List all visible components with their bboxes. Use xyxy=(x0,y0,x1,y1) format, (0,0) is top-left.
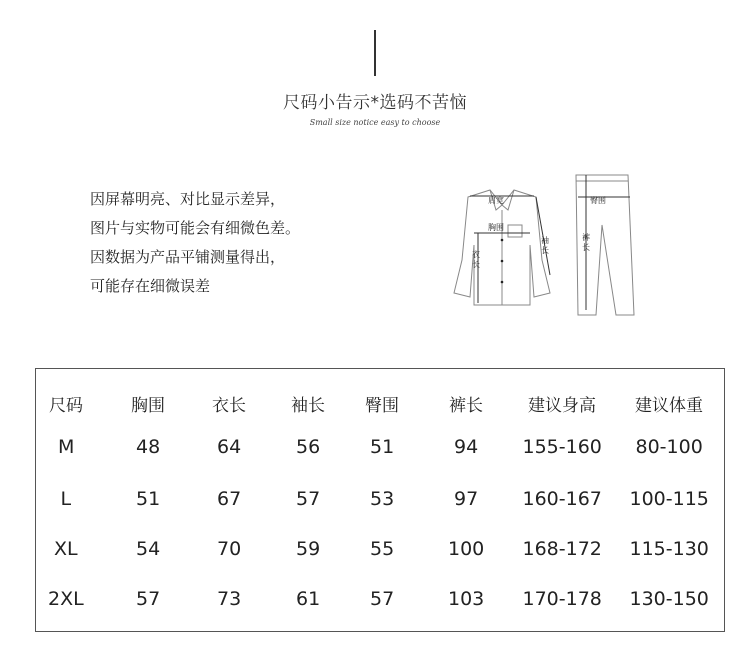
table-header-cell: 臀围 xyxy=(365,395,399,416)
measurement-diagram xyxy=(430,165,650,325)
sleeve-label-char: 袖 xyxy=(541,236,549,245)
table-cell: 170-178 xyxy=(522,588,602,610)
table-cell: 168-172 xyxy=(522,538,602,560)
notice-text xyxy=(90,185,300,301)
decorative-divider xyxy=(374,30,376,76)
table-cell: 51 xyxy=(370,436,395,458)
table-cell: 67 xyxy=(217,488,242,510)
table-cell: 64 xyxy=(217,436,242,458)
table-cell: 73 xyxy=(217,588,242,610)
size-table xyxy=(35,368,725,632)
hip-label: 臀围 xyxy=(590,196,606,205)
length-label-char: 长 xyxy=(472,260,480,269)
length-label-char: 衣 xyxy=(472,250,480,259)
table-header-cell: 裤长 xyxy=(449,395,483,416)
pants-length-label-char: 裤 xyxy=(582,233,590,242)
table-cell: 70 xyxy=(217,538,242,560)
table-cell: 57 xyxy=(136,588,161,610)
table-cell: 59 xyxy=(296,538,321,560)
table-header-cell: 衣长 xyxy=(212,395,246,416)
table-cell: 130-150 xyxy=(629,588,709,610)
pants-length-label-char: 长 xyxy=(582,243,590,252)
table-cell: 56 xyxy=(296,436,321,458)
table-cell: 2XL xyxy=(48,588,84,610)
table-cell: 100-115 xyxy=(629,488,709,510)
page-subtitle: Small size notice easy to choose xyxy=(309,118,441,127)
table-cell: 53 xyxy=(370,488,395,510)
notice-line: 因数据为产品平铺测量得出， xyxy=(90,248,286,266)
table-cell: 80-100 xyxy=(635,436,703,458)
notice-line: 可能存在细微误差 xyxy=(90,277,211,295)
table-cell: 57 xyxy=(370,588,395,610)
table-header-cell: 袖长 xyxy=(291,395,325,416)
sleeve-label xyxy=(541,235,552,255)
table-header-cell: 建议体重 xyxy=(635,395,703,416)
table-cell: 115-130 xyxy=(629,538,709,560)
table-cell: 100 xyxy=(448,538,485,560)
table-cell: 94 xyxy=(454,436,479,458)
table-cell: M xyxy=(58,436,75,458)
table-cell: 97 xyxy=(454,488,479,510)
table-cell: 103 xyxy=(448,588,485,610)
table-header-cell: 胸围 xyxy=(131,395,165,416)
table-cell: XL xyxy=(54,538,78,560)
table-cell: 57 xyxy=(296,488,321,510)
table-cell: 155-160 xyxy=(522,436,602,458)
table-cell: 160-167 xyxy=(522,488,602,510)
notice-line: 因屏幕明亮、对比显示差异， xyxy=(90,190,286,208)
table-cell: 61 xyxy=(296,588,321,610)
table-cell: L xyxy=(60,488,72,510)
pants-length-label xyxy=(582,232,593,252)
table-cell: 51 xyxy=(136,488,161,510)
table-cell: 54 xyxy=(136,538,161,560)
shirt-diagram xyxy=(454,190,550,305)
notice-line: 图片与实物可能会有细微色差。 xyxy=(90,219,301,237)
table-header-cell: 尺码 xyxy=(49,395,83,416)
table-header-cell: 建议身高 xyxy=(528,395,596,416)
table-cell: 55 xyxy=(370,538,395,560)
table-cell: 48 xyxy=(136,436,161,458)
chest-label: 胸围 xyxy=(488,223,504,232)
shoulder-label: 肩宽 xyxy=(488,196,504,205)
sleeve-label-char: 长 xyxy=(541,246,549,255)
page-title: 尺码小告示*选码不苦恼 xyxy=(283,93,467,113)
